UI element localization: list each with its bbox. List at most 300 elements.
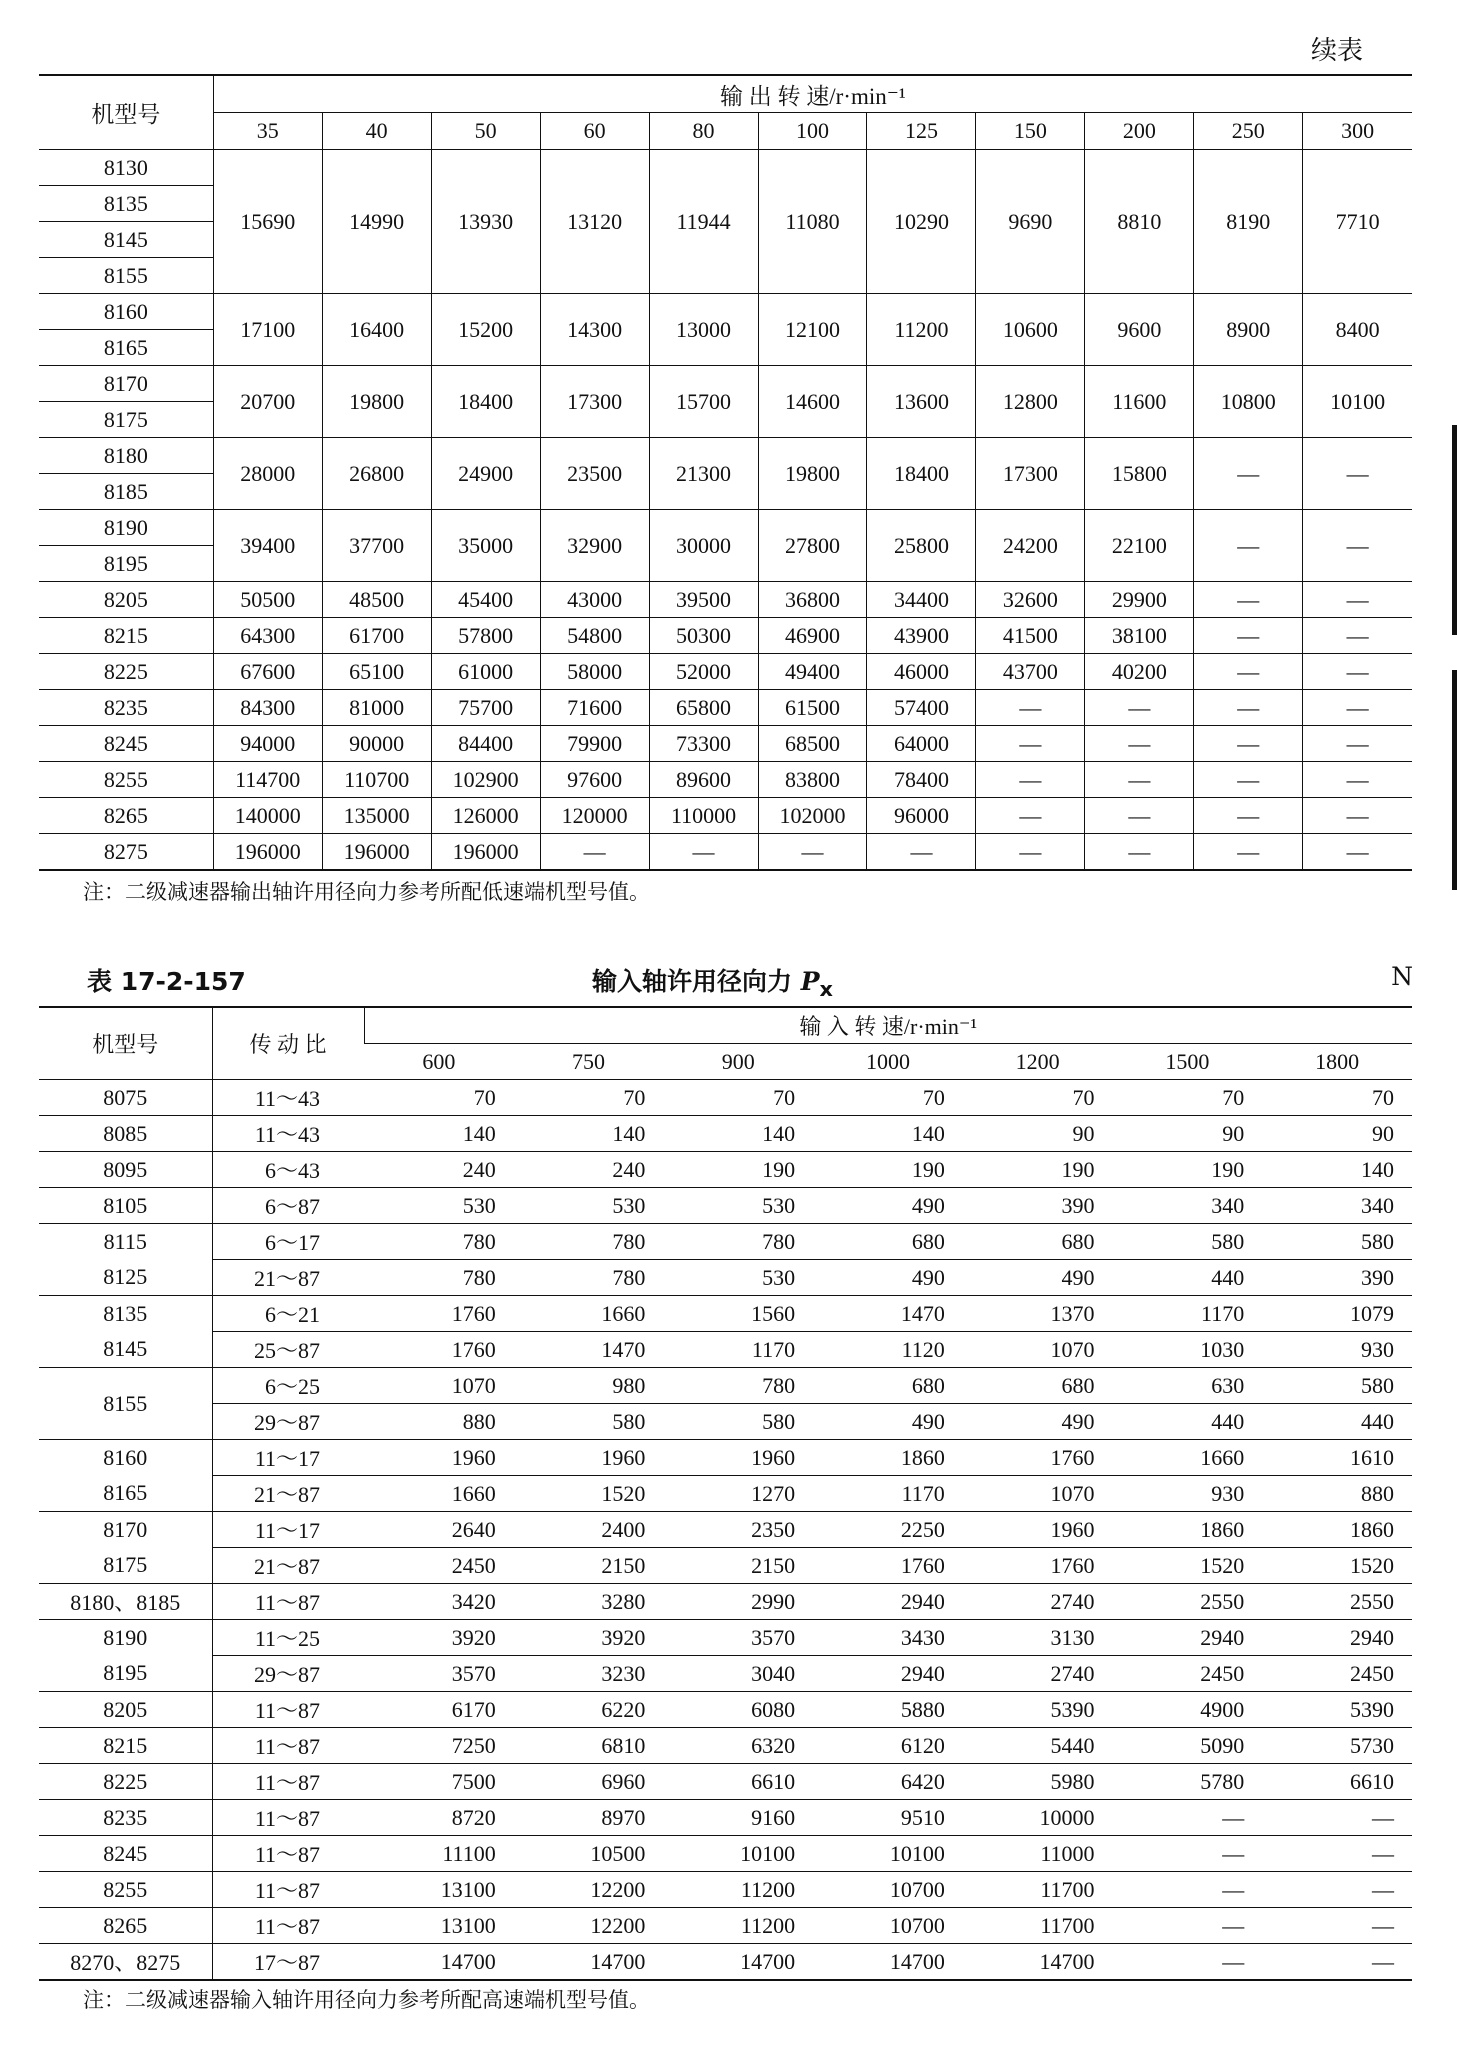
force-value: 11600 bbox=[1085, 366, 1194, 438]
force-value: 50300 bbox=[649, 618, 758, 654]
force-value: 5730 bbox=[1262, 1728, 1412, 1764]
table-row bbox=[39, 1620, 1412, 1656]
model-number: 8155 bbox=[39, 1368, 212, 1440]
force-value: 9690 bbox=[976, 150, 1085, 294]
model-number: 8130 bbox=[39, 150, 213, 186]
force-value: 38100 bbox=[1085, 618, 1194, 654]
force-value: 2640 bbox=[364, 1512, 514, 1548]
force-value: — bbox=[1303, 654, 1412, 690]
force-value: 13930 bbox=[431, 150, 540, 294]
force-value: — bbox=[1113, 1872, 1263, 1908]
table2-note: 注：二级减速器输入轴许用径向力参考所配高速端机型号值。 bbox=[83, 1988, 650, 2012]
model-number: 8235 bbox=[39, 690, 213, 726]
force-value: 580 bbox=[1262, 1368, 1412, 1404]
force-value: 490 bbox=[963, 1404, 1113, 1440]
model-number: 8160 bbox=[39, 1440, 212, 1476]
ratio-range: 6～25 bbox=[212, 1368, 364, 1404]
force-value: 39400 bbox=[213, 510, 322, 582]
table-row bbox=[39, 1476, 1412, 1512]
force-value: 11200 bbox=[867, 294, 976, 366]
force-value: 8400 bbox=[1303, 294, 1412, 366]
force-value: 190 bbox=[813, 1152, 963, 1188]
speed-value: 250 bbox=[1194, 113, 1303, 150]
continued-label: 续表 bbox=[1310, 36, 1363, 66]
force-value: 2940 bbox=[1113, 1620, 1263, 1656]
force-value: — bbox=[1194, 510, 1303, 582]
force-value: 490 bbox=[813, 1404, 963, 1440]
force-value: 13100 bbox=[364, 1908, 514, 1944]
force-value: 22100 bbox=[1085, 510, 1194, 582]
force-value: 1610 bbox=[1262, 1440, 1412, 1476]
force-value: 1660 bbox=[514, 1296, 664, 1332]
force-value: 43000 bbox=[540, 582, 649, 618]
table-row bbox=[39, 1908, 1412, 1944]
force-value: 29900 bbox=[1085, 582, 1194, 618]
force-value: 17300 bbox=[976, 438, 1085, 510]
force-value: — bbox=[1194, 618, 1303, 654]
force-value: 5390 bbox=[1262, 1692, 1412, 1728]
force-value: 140000 bbox=[213, 798, 322, 834]
force-value: 5390 bbox=[963, 1692, 1113, 1728]
force-value: 48500 bbox=[322, 582, 431, 618]
force-value: 1760 bbox=[963, 1548, 1113, 1584]
force-value: 2940 bbox=[813, 1656, 963, 1692]
ratio-range: 6～17 bbox=[212, 1224, 364, 1260]
force-value: 2740 bbox=[963, 1656, 1113, 1692]
force-value: 65100 bbox=[322, 654, 431, 690]
force-value: 97600 bbox=[540, 762, 649, 798]
force-value: 196000 bbox=[322, 834, 431, 871]
force-value: 65800 bbox=[649, 690, 758, 726]
force-value: 680 bbox=[813, 1368, 963, 1404]
force-value: 36800 bbox=[758, 582, 867, 618]
force-value: 67600 bbox=[213, 654, 322, 690]
force-value: 49400 bbox=[758, 654, 867, 690]
force-value: 14700 bbox=[663, 1944, 813, 1981]
ratio-range: 11～87 bbox=[212, 1584, 364, 1620]
table-row bbox=[39, 1764, 1412, 1800]
model-number: 8195 bbox=[39, 546, 213, 582]
force-value: 90 bbox=[1262, 1116, 1412, 1152]
force-value: 3040 bbox=[663, 1656, 813, 1692]
force-value: 3920 bbox=[364, 1620, 514, 1656]
force-value: 1860 bbox=[1262, 1512, 1412, 1548]
force-value: 58000 bbox=[540, 654, 649, 690]
force-value: — bbox=[1262, 1836, 1412, 1872]
force-value: 20700 bbox=[213, 366, 322, 438]
force-value: 32600 bbox=[976, 582, 1085, 618]
force-value: — bbox=[1262, 1944, 1412, 1981]
force-value: 15200 bbox=[431, 294, 540, 366]
model-number: 8170 bbox=[39, 366, 213, 402]
force-value: 90000 bbox=[322, 726, 431, 762]
ratio-range: 11～87 bbox=[212, 1800, 364, 1836]
force-value: 1660 bbox=[364, 1476, 514, 1512]
force-value: — bbox=[976, 762, 1085, 798]
ratio-range: 6～43 bbox=[212, 1152, 364, 1188]
force-value: 24200 bbox=[976, 510, 1085, 582]
ratio-range: 11～87 bbox=[212, 1764, 364, 1800]
force-value: 8720 bbox=[364, 1800, 514, 1836]
speed-value: 600 bbox=[364, 1044, 514, 1080]
model-number: 8190 bbox=[39, 510, 213, 546]
force-value: 16400 bbox=[322, 294, 431, 366]
force-value: 10800 bbox=[1194, 366, 1303, 438]
force-value: 930 bbox=[1113, 1476, 1263, 1512]
force-value: 530 bbox=[364, 1188, 514, 1224]
force-value: — bbox=[1113, 1944, 1263, 1981]
model-number: 8265 bbox=[39, 1908, 212, 1944]
force-value: 6080 bbox=[663, 1692, 813, 1728]
speed-value: 50 bbox=[431, 113, 540, 150]
force-value: 190 bbox=[1113, 1152, 1263, 1188]
force-value: 390 bbox=[1262, 1260, 1412, 1296]
force-value: 340 bbox=[1113, 1188, 1263, 1224]
force-value: 1660 bbox=[1113, 1440, 1263, 1476]
force-value: 930 bbox=[1262, 1332, 1412, 1368]
table-row bbox=[39, 1152, 1412, 1188]
table-row bbox=[39, 1800, 1412, 1836]
force-value: 1070 bbox=[963, 1332, 1113, 1368]
force-value: 10700 bbox=[813, 1908, 963, 1944]
force-value: — bbox=[1303, 510, 1412, 582]
force-value: 28000 bbox=[213, 438, 322, 510]
table-row bbox=[39, 1332, 1412, 1368]
force-value: — bbox=[1085, 762, 1194, 798]
table1-note: 注：二级减速器输出轴许用径向力参考所配低速端机型号值。 bbox=[83, 880, 650, 904]
table-row bbox=[39, 834, 1412, 871]
force-value: 6320 bbox=[663, 1728, 813, 1764]
model-number: 8180、8185 bbox=[39, 1584, 212, 1620]
force-value: 1070 bbox=[963, 1476, 1113, 1512]
force-value: — bbox=[1262, 1800, 1412, 1836]
force-value: 5980 bbox=[963, 1764, 1113, 1800]
force-value: 14990 bbox=[322, 150, 431, 294]
ratio-range: 6～21 bbox=[212, 1296, 364, 1332]
model-header: 机型号 bbox=[39, 1007, 212, 1080]
force-value: 680 bbox=[963, 1368, 1113, 1404]
force-value: — bbox=[1303, 690, 1412, 726]
table-row bbox=[39, 726, 1412, 762]
force-value: 3230 bbox=[514, 1656, 664, 1692]
ratio-range: 6～87 bbox=[212, 1188, 364, 1224]
force-value: 6170 bbox=[364, 1692, 514, 1728]
table-row bbox=[39, 294, 1412, 330]
force-value: 17100 bbox=[213, 294, 322, 366]
force-value: — bbox=[649, 834, 758, 871]
header-row bbox=[39, 75, 1412, 113]
model-number: 8245 bbox=[39, 1836, 212, 1872]
force-value: 6220 bbox=[514, 1692, 664, 1728]
force-value: 140 bbox=[364, 1116, 514, 1152]
force-value: 490 bbox=[813, 1260, 963, 1296]
table-row bbox=[39, 1368, 1412, 1404]
table-unit: N bbox=[1391, 962, 1413, 991]
ratio-range: 11～25 bbox=[212, 1620, 364, 1656]
force-value: 3570 bbox=[364, 1656, 514, 1692]
force-value: 61500 bbox=[758, 690, 867, 726]
force-value: 13600 bbox=[867, 366, 976, 438]
force-value: — bbox=[1113, 1908, 1263, 1944]
force-value: 102900 bbox=[431, 762, 540, 798]
table-row bbox=[39, 1116, 1412, 1152]
force-value: 11080 bbox=[758, 150, 867, 294]
force-value: 780 bbox=[514, 1260, 664, 1296]
force-value: 14700 bbox=[364, 1944, 514, 1981]
force-value: — bbox=[1194, 726, 1303, 762]
force-value: 57800 bbox=[431, 618, 540, 654]
force-value: 530 bbox=[514, 1188, 664, 1224]
force-value: 530 bbox=[663, 1188, 813, 1224]
force-value: 35000 bbox=[431, 510, 540, 582]
ratio-range: 11～87 bbox=[212, 1872, 364, 1908]
table-row bbox=[39, 1584, 1412, 1620]
force-value: 27800 bbox=[758, 510, 867, 582]
table-title bbox=[592, 962, 833, 1001]
force-value: 64300 bbox=[213, 618, 322, 654]
force-value: 12100 bbox=[758, 294, 867, 366]
ratio-range: 11～17 bbox=[212, 1440, 364, 1476]
model-number: 8195 bbox=[103, 1660, 148, 1686]
speed-value: 900 bbox=[663, 1044, 813, 1080]
table-title-symbol: P bbox=[800, 967, 820, 996]
table-row bbox=[39, 1512, 1412, 1548]
force-value: 630 bbox=[1113, 1368, 1263, 1404]
force-value: 240 bbox=[364, 1152, 514, 1188]
force-value: 1370 bbox=[963, 1296, 1113, 1332]
ratio-range: 11～87 bbox=[212, 1692, 364, 1728]
force-value: — bbox=[1303, 726, 1412, 762]
table-title-text: 输入轴许用径向力 bbox=[592, 967, 801, 996]
force-value: 5880 bbox=[813, 1692, 963, 1728]
force-value: 23500 bbox=[540, 438, 649, 510]
force-value: 2740 bbox=[963, 1584, 1113, 1620]
force-value: 7500 bbox=[364, 1764, 514, 1800]
model-number: 8175 bbox=[103, 1552, 148, 1578]
force-value: 10100 bbox=[1303, 366, 1412, 438]
force-value: — bbox=[1085, 690, 1194, 726]
speed-value: 35 bbox=[213, 113, 322, 150]
force-value: 6610 bbox=[1262, 1764, 1412, 1800]
force-value: 14700 bbox=[963, 1944, 1113, 1981]
table-row bbox=[39, 1440, 1412, 1476]
table-row bbox=[39, 1404, 1412, 1440]
force-value: 110700 bbox=[322, 762, 431, 798]
force-value: 11000 bbox=[963, 1836, 1113, 1872]
force-value: — bbox=[758, 834, 867, 871]
force-value: 54800 bbox=[540, 618, 649, 654]
force-value: 7710 bbox=[1303, 150, 1412, 294]
input-shaft-radial-force-table bbox=[39, 1006, 1412, 1981]
table-row bbox=[39, 1728, 1412, 1764]
force-value: 43900 bbox=[867, 618, 976, 654]
force-value: 61700 bbox=[322, 618, 431, 654]
force-value: 14700 bbox=[514, 1944, 664, 1981]
model-number: 8145 bbox=[103, 1336, 148, 1362]
model-number: 8255 bbox=[39, 762, 213, 798]
force-value: 3130 bbox=[963, 1620, 1113, 1656]
force-value: 6120 bbox=[813, 1728, 963, 1764]
force-value: — bbox=[1194, 690, 1303, 726]
force-value: 2940 bbox=[1262, 1620, 1412, 1656]
force-value: 13120 bbox=[540, 150, 649, 294]
speed-value: 40 bbox=[322, 113, 431, 150]
ratio-range: 21～87 bbox=[212, 1548, 364, 1584]
force-value: 1170 bbox=[813, 1476, 963, 1512]
force-value: 21300 bbox=[649, 438, 758, 510]
force-value: 1960 bbox=[514, 1440, 664, 1476]
force-value: 490 bbox=[813, 1188, 963, 1224]
force-value: — bbox=[976, 798, 1085, 834]
force-value: 50500 bbox=[213, 582, 322, 618]
force-value: 1470 bbox=[514, 1332, 664, 1368]
force-value: 2350 bbox=[663, 1512, 813, 1548]
ratio-range: 21～87 bbox=[212, 1476, 364, 1512]
model-number: 8185 bbox=[39, 474, 213, 510]
model-number: 8215 bbox=[39, 618, 213, 654]
speed-value: 100 bbox=[758, 113, 867, 150]
force-value: 46000 bbox=[867, 654, 976, 690]
force-value: 64000 bbox=[867, 726, 976, 762]
force-value: 96000 bbox=[867, 798, 976, 834]
force-value: 530 bbox=[663, 1260, 813, 1296]
force-value: 14300 bbox=[540, 294, 649, 366]
model-number: 8265 bbox=[39, 798, 213, 834]
force-value: 9600 bbox=[1085, 294, 1194, 366]
force-value: 1079 bbox=[1262, 1296, 1412, 1332]
force-value: 32900 bbox=[540, 510, 649, 582]
ratio-range: 21～87 bbox=[212, 1260, 364, 1296]
force-value: 190 bbox=[663, 1152, 813, 1188]
force-value: 680 bbox=[963, 1224, 1113, 1260]
force-value: 1960 bbox=[663, 1440, 813, 1476]
force-value: 3280 bbox=[514, 1584, 664, 1620]
force-value: 680 bbox=[813, 1224, 963, 1260]
force-value: 2400 bbox=[514, 1512, 664, 1548]
force-value: 1960 bbox=[963, 1512, 1113, 1548]
force-value: 26800 bbox=[322, 438, 431, 510]
speed-value: 1000 bbox=[813, 1044, 963, 1080]
force-value: 45400 bbox=[431, 582, 540, 618]
ratio-range: 11～43 bbox=[212, 1080, 364, 1116]
force-value: 135000 bbox=[322, 798, 431, 834]
table-row bbox=[39, 618, 1412, 654]
model-number: 8270、8275 bbox=[39, 1944, 212, 1981]
force-value: 1520 bbox=[514, 1476, 664, 1512]
force-value: 2150 bbox=[514, 1548, 664, 1584]
force-value: 190 bbox=[963, 1152, 1113, 1188]
force-value: 1270 bbox=[663, 1476, 813, 1512]
force-value: — bbox=[1303, 798, 1412, 834]
force-value: 10500 bbox=[514, 1836, 664, 1872]
force-value: 70 bbox=[1113, 1080, 1263, 1116]
force-value: 52000 bbox=[649, 654, 758, 690]
model-number: 8165 bbox=[39, 330, 213, 366]
force-value: 11200 bbox=[663, 1908, 813, 1944]
force-value: 24900 bbox=[431, 438, 540, 510]
force-value: 6610 bbox=[663, 1764, 813, 1800]
force-value: 580 bbox=[1113, 1224, 1263, 1260]
speed-value: 60 bbox=[540, 113, 649, 150]
force-value: 10600 bbox=[976, 294, 1085, 366]
header-row bbox=[39, 1007, 1412, 1044]
force-value: 2990 bbox=[663, 1584, 813, 1620]
force-value: 2450 bbox=[364, 1548, 514, 1584]
force-value: 37700 bbox=[322, 510, 431, 582]
force-value: 1520 bbox=[1262, 1548, 1412, 1584]
force-value: 780 bbox=[364, 1260, 514, 1296]
force-value: 19800 bbox=[758, 438, 867, 510]
force-value: 8900 bbox=[1194, 294, 1303, 366]
model-number: 8225 bbox=[39, 654, 213, 690]
force-value: 440 bbox=[1113, 1404, 1263, 1440]
force-value: 196000 bbox=[431, 834, 540, 871]
force-value: 140 bbox=[813, 1116, 963, 1152]
force-value: — bbox=[1262, 1872, 1412, 1908]
force-value: 1860 bbox=[1113, 1512, 1263, 1548]
force-value: 70 bbox=[663, 1080, 813, 1116]
force-value: — bbox=[1194, 438, 1303, 510]
ratio-header: 传 动 比 bbox=[212, 1007, 364, 1080]
force-value: 390 bbox=[963, 1188, 1113, 1224]
force-value: 17300 bbox=[540, 366, 649, 438]
force-value: 580 bbox=[514, 1404, 664, 1440]
force-value: 15690 bbox=[213, 150, 322, 294]
force-value: — bbox=[1303, 834, 1412, 871]
model-header: 机型号 bbox=[39, 75, 213, 150]
force-value: 68500 bbox=[758, 726, 867, 762]
table-row bbox=[39, 1224, 1412, 1260]
force-value: 2550 bbox=[1262, 1584, 1412, 1620]
table-row bbox=[39, 1656, 1412, 1692]
force-value: — bbox=[1303, 762, 1412, 798]
force-value: 490 bbox=[963, 1260, 1113, 1296]
force-value: 8810 bbox=[1085, 150, 1194, 294]
force-value: 94000 bbox=[213, 726, 322, 762]
ratio-range: 11～43 bbox=[212, 1116, 364, 1152]
force-value: 71600 bbox=[540, 690, 649, 726]
force-value: 1170 bbox=[1113, 1296, 1263, 1332]
force-value: 10700 bbox=[813, 1872, 963, 1908]
model-number: 8105 bbox=[39, 1188, 212, 1224]
force-value: 3430 bbox=[813, 1620, 963, 1656]
model-number: 8085 bbox=[39, 1116, 212, 1152]
force-value: 61000 bbox=[431, 654, 540, 690]
force-value: 140 bbox=[663, 1116, 813, 1152]
force-value: 46900 bbox=[758, 618, 867, 654]
output-shaft-radial-force-table bbox=[39, 74, 1412, 871]
force-value: 1120 bbox=[813, 1332, 963, 1368]
force-value: 14600 bbox=[758, 366, 867, 438]
force-value: — bbox=[1113, 1800, 1263, 1836]
table-title-subscript: x bbox=[819, 977, 833, 1001]
force-value: 140 bbox=[1262, 1152, 1412, 1188]
force-value: 580 bbox=[1262, 1224, 1412, 1260]
model-number: 8095 bbox=[39, 1152, 212, 1188]
model-number: 8170 bbox=[39, 1512, 212, 1548]
force-value: — bbox=[1194, 582, 1303, 618]
model-number: 8190 bbox=[39, 1620, 212, 1656]
table-row bbox=[39, 1944, 1412, 1981]
force-value: 79900 bbox=[540, 726, 649, 762]
table-row bbox=[39, 654, 1412, 690]
model-number: 8205 bbox=[39, 1692, 212, 1728]
force-value: 780 bbox=[514, 1224, 664, 1260]
force-value: 8970 bbox=[514, 1800, 664, 1836]
force-value: — bbox=[1303, 618, 1412, 654]
speed-header: 输 入 转 速/r·min⁻¹ bbox=[364, 1007, 1412, 1044]
model-number: 8135 bbox=[39, 186, 213, 222]
